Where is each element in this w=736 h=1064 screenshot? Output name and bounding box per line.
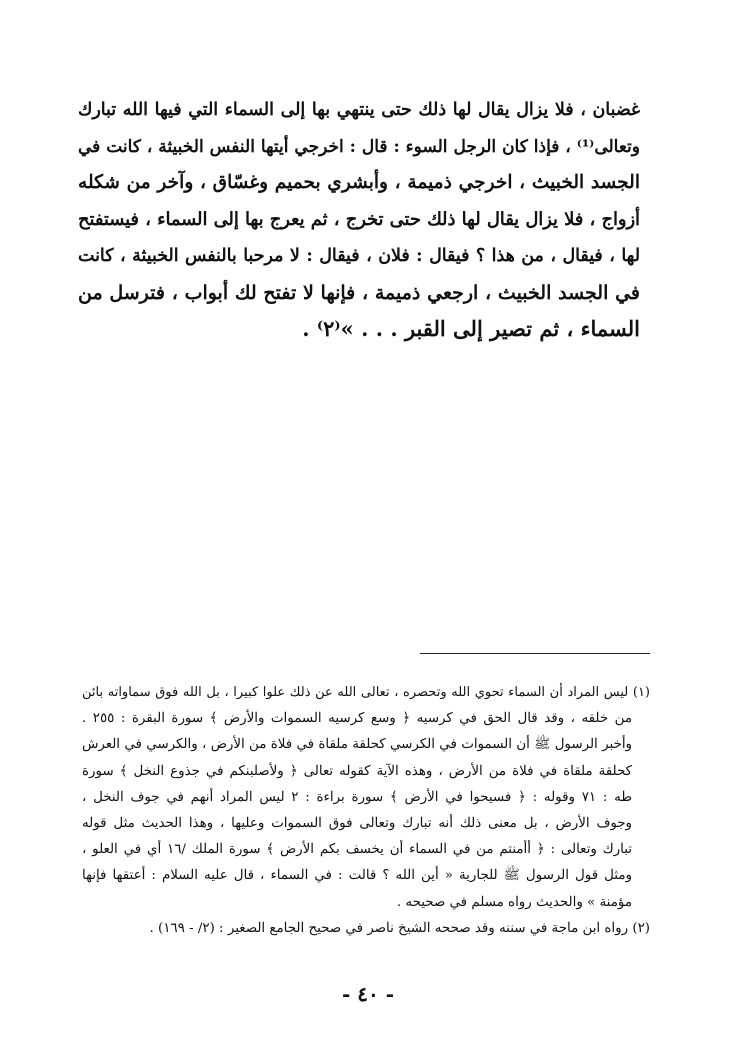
footnote-line: طه : ٧١ وقوله : ﴿ فسيحوا في الأرض ﴾ سورة براءة : ٢ ليس المراد أنهم في جوف النخل ،	[82, 789, 632, 805]
main-text-line: وتعالى⁽¹⁾ ، فإذا كان الرجل السوء : قال : اخرجي أيتها النفس الخبيثة ، كانت في	[78, 136, 640, 157]
main-text-line: غضبان ، فلا يزال يقال لها ذلك حتى ينتهي بها إلى السماء التي فيها الله تبارك	[78, 100, 640, 120]
footnotes-block	[82, 680, 650, 942]
main-text-line: السماء ، ثم تصير إلى القبر . . . »⁽٢⁾ .	[302, 316, 640, 341]
footnote-line: من خلقه ، وقد قال الحق في كرسيه ﴿ وسع كرسيه السموات والأرض ﴾ سورة البقرة : ٢٥٥ .	[82, 711, 633, 727]
footnote-line: مؤمنة » والحديث رواه مسلم في صحيحه .	[396, 894, 632, 910]
footnote-line: ومثل قول الرسول ﷺ للجارية « أين الله ؟ قالت : في السماء ، قال عليه السلام : أعتقها فإنها	[82, 868, 632, 884]
footnote-line: وجوف الأرض ، بل معنى ذلك أنه تبارك وتعالى فوق السموات وعليها ، وهذا الحديث مثل قوله	[82, 815, 632, 831]
footnote-line: تبارك وتعالى : ﴿ أأمنتم من في السماء أن يخسف بكم الأرض ﴾ سورة الملك /١٦ أي في العلو ،	[82, 842, 632, 858]
main-text-block	[78, 92, 640, 348]
page-number: - ٤٠ -	[341, 982, 394, 1006]
main-text-line: في الجسد الخبيث ، ارجعي ذميمة ، فإنها لا تفتح لك أبواب ، فترسل من	[78, 281, 640, 304]
main-text-line: الجسد الخبيث ، اخرجي ذميمة ، وأبشري بحميم وغسّاق ، وآخر من شكله	[78, 172, 640, 193]
main-text-line: لها ، فيقال ، من هذا ؟ فيقال : فلان ، فيقال : لا مرحبا بالنفس الخبيثة ، كانت	[78, 246, 640, 266]
footnote-line: وأخبر الرسول ﷺ أن السموات في الكرسي كحلقة ملقاة في فلاة من الأرض ، والكرسي في العرش	[82, 737, 632, 753]
footnote-line: (٢) رواه ابن ماجة في سننه وقد صححه الشيخ ناصر في صحيح الجامع الصغير : (٢/ - ١٦٩) .	[149, 920, 650, 936]
footnote-divider	[420, 653, 650, 654]
main-text-line: أزواج ، فلا يزال يقال لها ذلك حتى تخرج ، ثم يعرج بها إلى السماء ، فيستفتح	[78, 208, 640, 230]
footnote-line: (١) ليس المراد أن السماء تحوي الله وتحصره ، تعالى الله عن ذلك علوا كبيرا ، بل الله فوق سماواته بائن	[82, 685, 650, 700]
footnote-line: كحلقة ملقاة في فلاة من الأرض ، وهذه الآية كقوله تعالى ﴿ ولأصلبنكم في جذوع النخل ﴾ سورة	[82, 763, 632, 779]
